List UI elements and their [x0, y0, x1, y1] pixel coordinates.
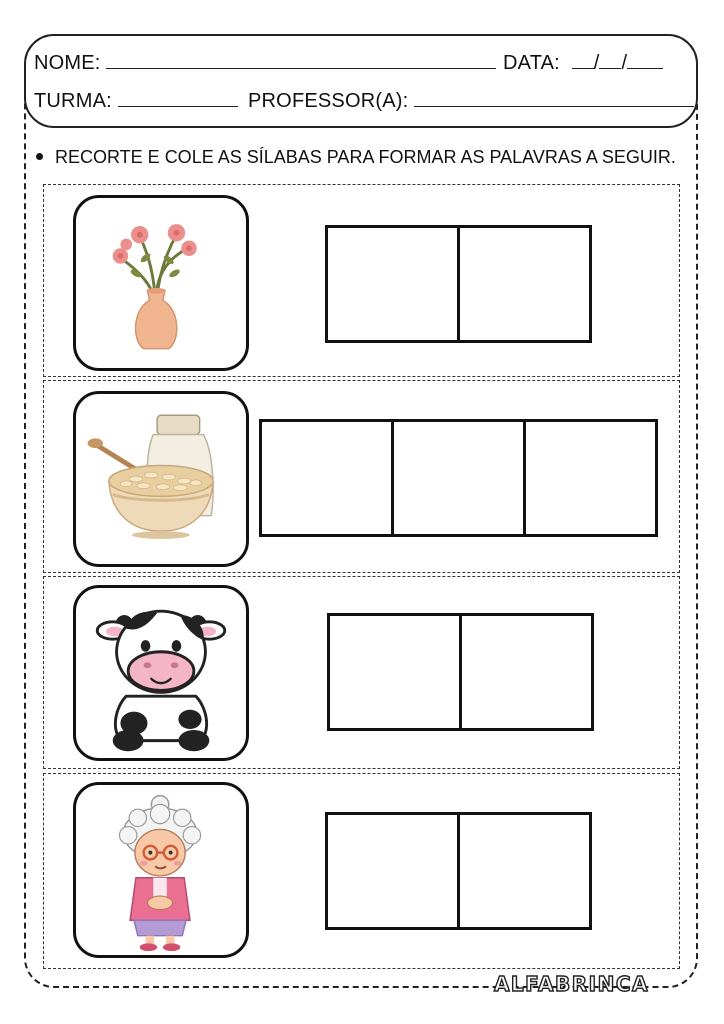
bullet-icon: [36, 153, 43, 160]
syllable-box[interactable]: [259, 419, 394, 537]
teacher-field[interactable]: [414, 88, 694, 107]
teacher-label: PROFESSOR(A):: [248, 90, 409, 112]
flower-vase-icon: [76, 198, 246, 368]
class-field[interactable]: [118, 88, 238, 107]
date-month-field[interactable]: [599, 50, 621, 69]
syllable-box[interactable]: [325, 812, 460, 930]
syllable-box[interactable]: [459, 613, 594, 731]
syllable-boxes-1: [325, 225, 592, 343]
instruction-text: RECORTE E COLE AS SÍLABAS PARA FORMAR AS PALAVRAS A SEGUIR.: [55, 147, 676, 167]
syllable-box[interactable]: [457, 812, 592, 930]
syllable-box[interactable]: [391, 419, 526, 537]
name-line: [34, 50, 496, 75]
class-line: [34, 88, 238, 113]
date-year-field[interactable]: [627, 50, 663, 69]
syllable-boxes-3: [327, 613, 594, 731]
oat-bowl-icon: [76, 394, 246, 564]
brand-logo: ALFABRINCA: [493, 972, 649, 996]
date-day-field[interactable]: [572, 50, 594, 69]
syllable-box[interactable]: [327, 613, 462, 731]
syllable-box[interactable]: [325, 225, 460, 343]
date-line: DATA: / /: [503, 50, 663, 75]
oat-bowl-picture: [73, 391, 249, 567]
syllable-box[interactable]: [457, 225, 592, 343]
teacher-line: [248, 88, 694, 113]
syllable-box[interactable]: [523, 419, 658, 537]
class-label: TURMA:: [34, 90, 112, 112]
syllable-boxes-4: [325, 812, 592, 930]
instruction: [36, 147, 676, 168]
date-label: DATA:: [503, 52, 560, 74]
name-label: NOME:: [34, 52, 101, 74]
name-field[interactable]: [106, 50, 496, 69]
flower-vase-picture: [73, 195, 249, 371]
grandmother-icon: [76, 785, 246, 955]
cow-icon: [76, 588, 246, 758]
cow-picture: [73, 585, 249, 761]
grandmother-picture: [73, 782, 249, 958]
header-panel: [24, 34, 698, 128]
syllable-boxes-2: [259, 419, 658, 537]
